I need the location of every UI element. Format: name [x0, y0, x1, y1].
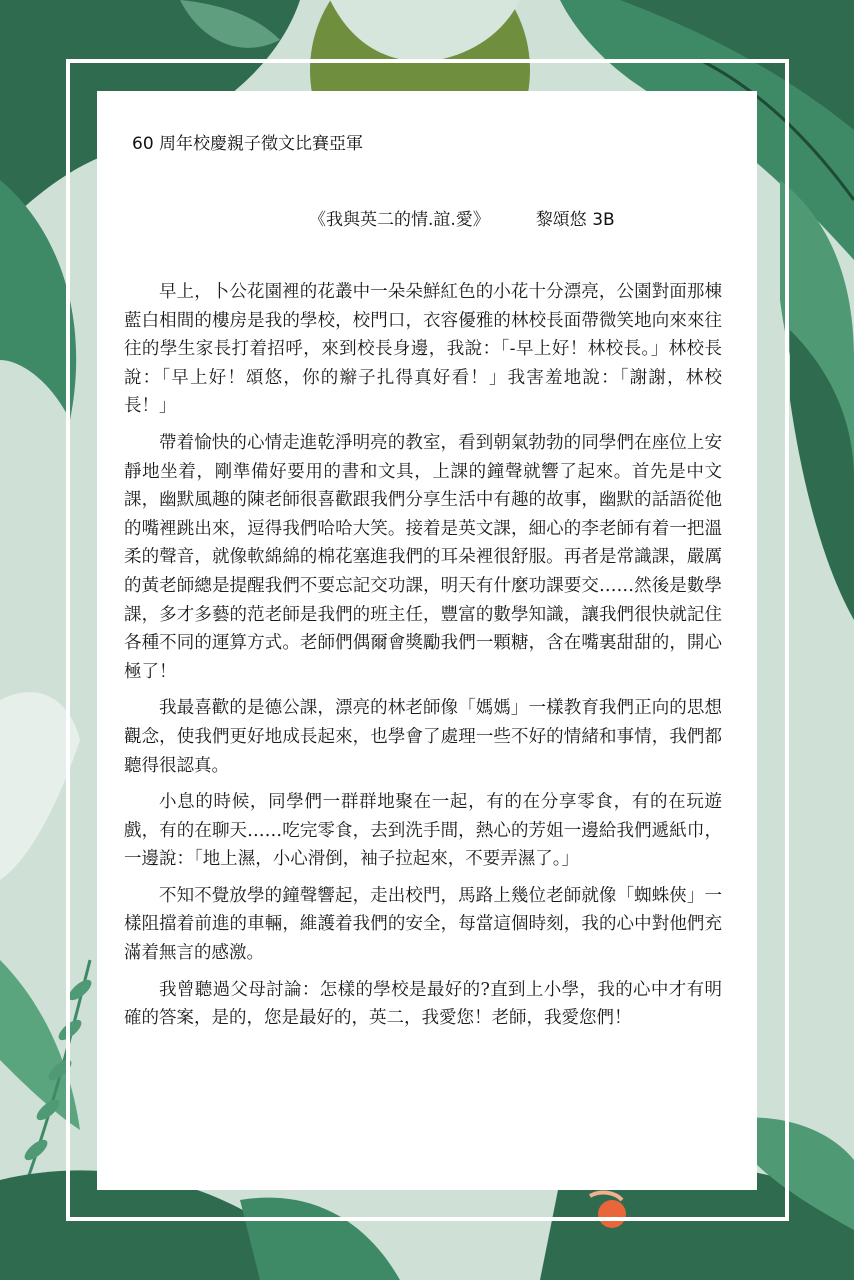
essay-author: 黎頌悠 3B	[535, 210, 615, 230]
paragraph: 我曾聽過父母討論：怎樣的學校是最好的?直到上小學，我的心中才有明確的答案，是的，您是最好的，英二，我愛您！老師，我愛您們！	[124, 979, 722, 1029]
paragraph: 早上，卜公花園裡的花叢中一朵朵鮮紅色的小花十分漂亮，公園對面那棟藍白相間的樓房是我的學校，校門口，衣容優雅的林校長面帶微笑地向來來往往的學生家長打着招呼，來到校長身邊，我說：「-早上好！林校長。」林校長說：「早上好！頌悠，你的辮子扎得真好看！」我害羞地說：「謝謝，林校長！」	[124, 282, 722, 417]
paragraph: 小息的時候，同學們一群群地聚在一起，有的在分享零食，有的在玩遊戲，有的在聊天……吃完零食，去到洗手間，熱心的芳姐一邊給我們遞紙巾，一邊說：「地上濕，小心滑倒，袖子拉起來，不要弄濕了。」	[124, 792, 722, 870]
essay-title-line	[309, 205, 615, 230]
competition-heading: 60 周年校慶親子徵文比賽亞軍	[132, 134, 364, 154]
paragraph: 不知不覺放學的鐘聲響起，走出校門，馬路上幾位老師就像「蜘蛛俠」一樣阻擋着前進的車輛，維護着我們的安全，每當這個時刻，我的心中對他們充滿着無言的感激。	[124, 885, 722, 964]
paragraph: 帶着愉快的心情走進乾淨明亮的教室，看到朝氣勃勃的同學們在座位上安靜地坐着，剛準備好要用的書和文具，上課的鐘聲就響了起來。首先是中文課，幽默風趣的陳老師很喜歡跟我們分享生活中有趣的故事，幽默的話語從他的嘴裡跳出來，逗得我們哈哈大笑。接着是英文課，細心的李老師有着一把溫柔的聲音，就像軟綿綿的棉花塞進我們的耳朵裡很舒服。再者是常識課，嚴厲的黃老師總是提醒我們不要忘記交功課，明天有什麼功課要交……然後是數學課，多才多藝的范老師是我們的班主任，豐富的數學知識，讓我們很快就記住各種不同的運算方式。老師們偶爾會獎勵我們一顆糖，含在嘴裏甜甜的，開心極了！	[124, 432, 722, 682]
essay-page	[97, 91, 757, 1190]
essay-title: 《我與英二的情.誼.愛》	[309, 210, 490, 230]
paragraph: 我最喜歡的是德公課，漂亮的林老師像「媽媽」一樣教育我們正向的思想觀念，使我們更好地成長起來，也學會了處理一些不好的情緒和事情，我們都聽得很認真。	[124, 698, 722, 776]
essay-body	[124, 278, 722, 1041]
